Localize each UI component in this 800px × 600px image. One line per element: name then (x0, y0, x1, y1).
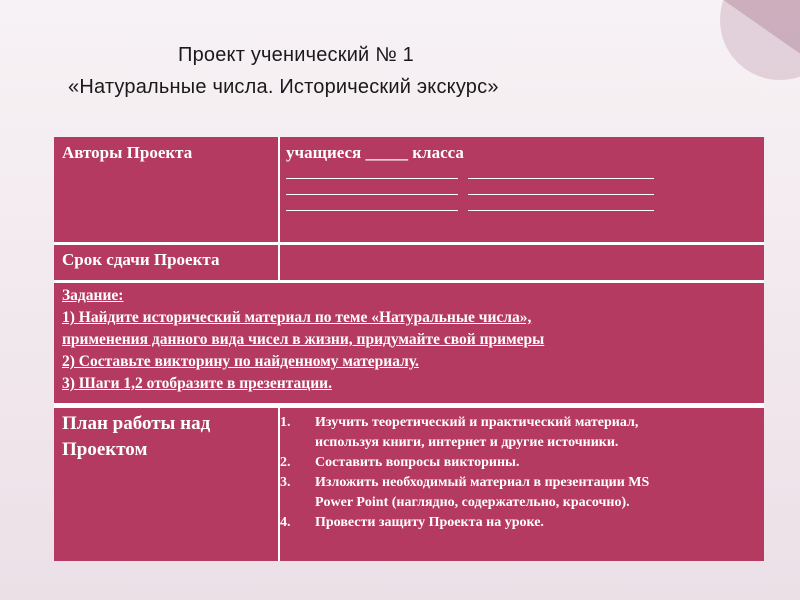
plan-label (62, 411, 210, 463)
row-separator-1 (54, 242, 764, 245)
blank-line-1b (468, 178, 654, 179)
row-separator-3 (54, 403, 764, 408)
plan-item (280, 473, 760, 513)
plan-item-text: Изучить теоретический и практический материал, (315, 415, 639, 430)
task-heading: Задание: (62, 287, 124, 304)
plan-item-text: Изложить необходимый материал в презентации MS (315, 475, 650, 490)
project-table (54, 137, 764, 561)
col-separator-top (278, 137, 280, 280)
plan-item-number: 4. (280, 515, 291, 530)
plan-item-text-cont: используя книги, интернет и другие источники. (315, 435, 619, 450)
blank-line-1a (286, 178, 458, 179)
plan-item-number: 1. (280, 415, 291, 430)
plan-label-line2: Проектом (62, 439, 148, 460)
task-block (62, 285, 757, 395)
authors-label: Авторы Проекта (62, 143, 193, 162)
plan-item (280, 513, 760, 533)
plan-item (280, 413, 760, 453)
task-line-3: 2) Составьте викторину по найденному материалу. (62, 353, 419, 370)
deadline-label: Срок сдачи Проекта (62, 250, 220, 269)
task-line-2: применения данного вида чисел в жизни, придумайте свой примеры (62, 331, 545, 348)
authors-value: учащиеся _____ класса (286, 143, 464, 162)
task-line-4: 3) Шаги 1,2 отобразите в презентации. (62, 375, 332, 392)
slide-title-line2: «Натуральные числа. Исторический экскурс» (68, 76, 499, 98)
row-separator-2 (54, 280, 764, 283)
plan-item (280, 453, 760, 473)
corner-decoration (720, 0, 800, 80)
slide-title-line1: Проект ученический № 1 (178, 44, 414, 66)
plan-item-text-cont: Power Point (наглядно, содержательно, красочно). (315, 495, 630, 510)
plan-item-text: Составить вопросы викторины. (315, 455, 520, 470)
plan-list (280, 413, 760, 533)
plan-item-text: Провести защиту Проекта на уроке. (315, 515, 544, 530)
blank-line-2a (286, 194, 458, 195)
blank-line-3b (468, 210, 654, 211)
task-line-1: 1) Найдите исторический материал по теме «Натуральные числа», (62, 309, 532, 326)
plan-item-number: 2. (280, 455, 291, 470)
blank-line-3a (286, 210, 458, 211)
plan-label-line1: План работы над (62, 413, 211, 434)
blank-line-2b (468, 194, 654, 195)
plan-item-number: 3. (280, 475, 291, 490)
